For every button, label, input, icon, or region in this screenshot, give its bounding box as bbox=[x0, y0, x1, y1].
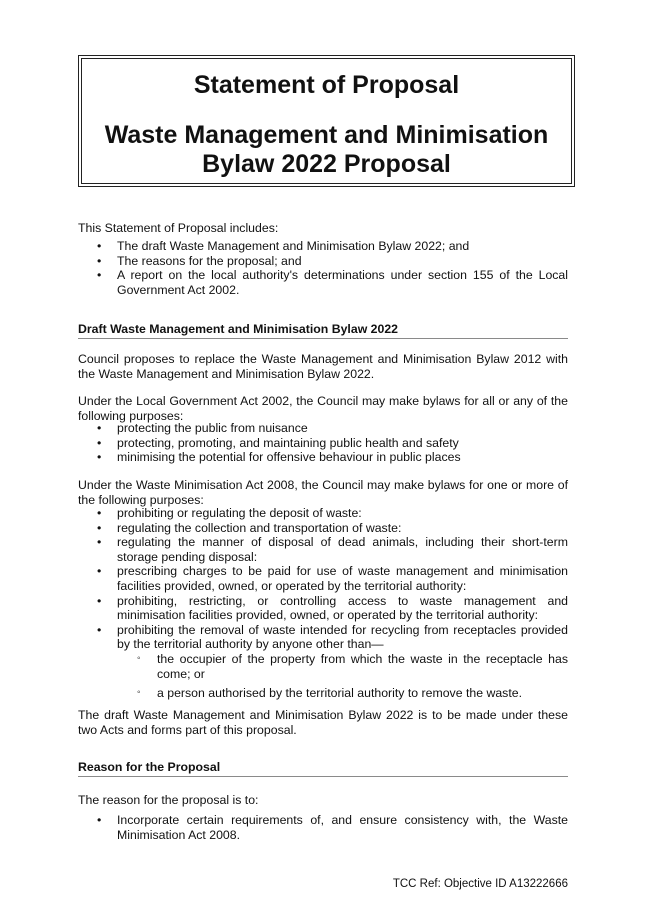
paragraph: Under the Local Government Act 2002, the Council may make bylaws for all or any of the following purposes: bbox=[78, 394, 568, 423]
section-heading-reason: Reason for the Proposal bbox=[78, 760, 568, 777]
list-item: • minimising the potential for offensive behaviour in public places bbox=[78, 450, 568, 465]
list-item: • prescribing charges to be paid for use of waste management and minimisation facilities provided, owned, or operated by the territorial authority: bbox=[78, 564, 568, 593]
document-title: Statement of Proposal bbox=[193, 71, 460, 99]
sub-list-item: ◦ a person authorised by the territorial authority to remove the waste. bbox=[78, 686, 568, 701]
subtitle-line-2: Bylaw 2022 Proposal bbox=[202, 150, 451, 178]
document-subtitle bbox=[82, 121, 571, 179]
intro-text: This Statement of Proposal includes: bbox=[78, 221, 279, 235]
paragraph: Under the Waste Minimisation Act 2008, the Council may make bylaws for one or more of the following purposes: bbox=[78, 478, 568, 507]
list-item: • A report on the local authority's determinations under section 155 of the Local Government Act 2002. bbox=[78, 268, 568, 297]
list-item: • prohibiting the removal of waste intended for recycling from receptacles provided by the territorial authority by anyone other than— bbox=[78, 623, 568, 652]
list-item: • prohibiting, restricting, or controlling access to waste management and minimisation facilities provided, owned, or operated by the territorial authority: bbox=[78, 594, 568, 623]
title-box bbox=[78, 55, 575, 187]
paragraph: The reason for the proposal is to: bbox=[78, 793, 259, 807]
list-item: • The reasons for the proposal; and bbox=[78, 254, 568, 269]
subtitle-line-1: Waste Management and Minimisation bbox=[104, 121, 549, 149]
reason-bullet-list bbox=[78, 813, 568, 842]
list-item: • Incorporate certain requirements of, and ensure consistency with, the Waste Minimisation Act 2008. bbox=[78, 813, 568, 842]
list-item: • The draft Waste Management and Minimisation Bylaw 2022; and bbox=[78, 239, 568, 254]
intro-bullet-list bbox=[78, 239, 568, 297]
list-item: • regulating the manner of disposal of dead animals, including their short-term storage pending disposal: bbox=[78, 535, 568, 564]
paragraph: The draft Waste Management and Minimisation Bylaw 2022 is to be made under these two Acts and forms part of this proposal. bbox=[78, 708, 568, 737]
list-item: • protecting the public from nuisance bbox=[78, 421, 568, 436]
lga-purposes-list bbox=[78, 421, 568, 465]
list-item: • prohibiting or regulating the deposit of waste: bbox=[78, 506, 568, 521]
list-item: • protecting, promoting, and maintaining public health and safety bbox=[78, 436, 568, 451]
wma-purposes-list bbox=[78, 506, 568, 701]
sub-list-item: ◦ the occupier of the property from which the waste in the receptacle has come; or bbox=[78, 652, 568, 681]
footer-reference: TCC Ref: Objective ID A13222666 bbox=[392, 878, 568, 890]
paragraph: Council proposes to replace the Waste Management and Minimisation Bylaw 2012 with the Waste Management and Minimisation Bylaw 2022. bbox=[78, 352, 568, 381]
section-heading-draft-bylaw: Draft Waste Management and Minimisation Bylaw 2022 bbox=[78, 322, 568, 339]
list-item: • regulating the collection and transportation of waste: bbox=[78, 521, 568, 536]
